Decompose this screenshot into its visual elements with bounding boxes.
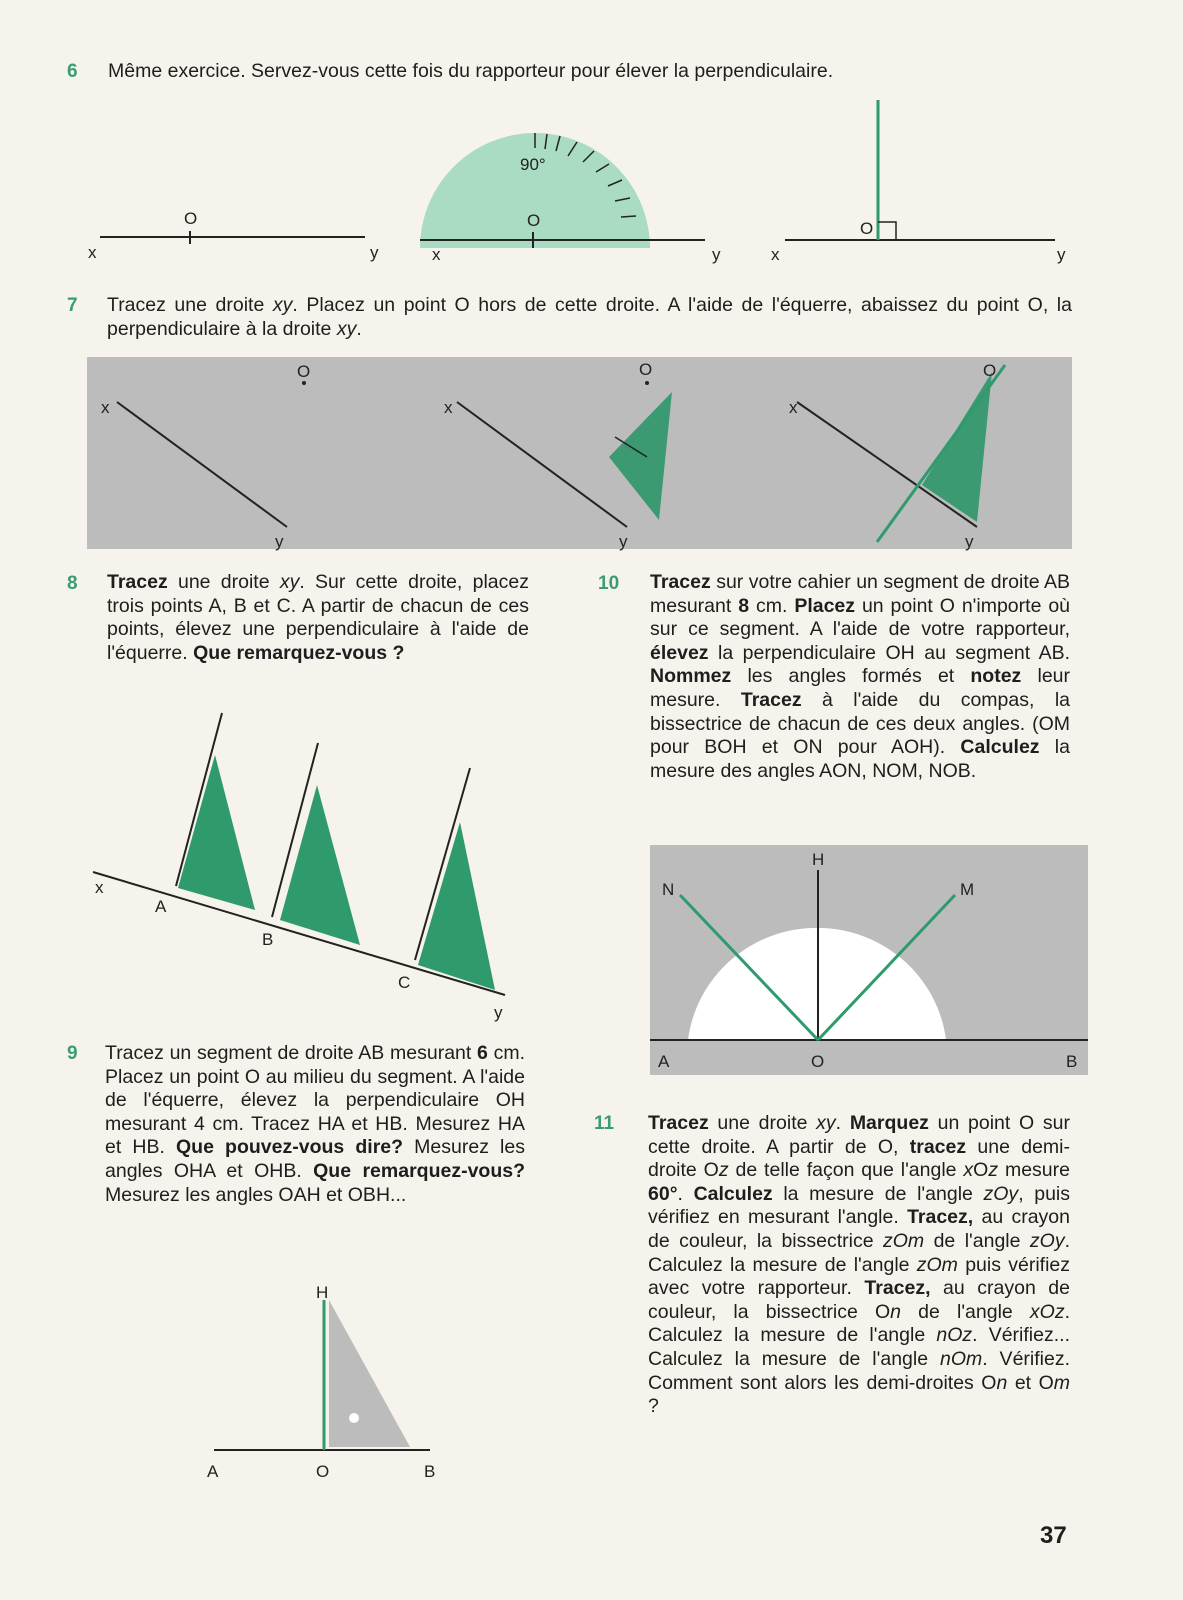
svg-text:y: y xyxy=(370,243,379,262)
svg-text:O: O xyxy=(527,211,541,230)
text-segment: xy xyxy=(279,571,300,593)
svg-text:90°: 90° xyxy=(520,155,546,174)
text-segment: . xyxy=(835,1112,850,1134)
svg-text:O: O xyxy=(297,362,311,381)
text-segment: cm. xyxy=(749,594,795,617)
text-segment: de telle façon que l'angle xyxy=(728,1159,964,1182)
text-segment: Nommez xyxy=(650,665,732,688)
svg-text:B: B xyxy=(1066,1052,1078,1071)
svg-text:x: x xyxy=(771,245,780,264)
text-segment: m xyxy=(1053,1371,1070,1394)
text-segment: . Sur cette droite, placez trois points A, B et C. A partir de chacun de ces points, élevez une perpendiculaire à l'aide de l'équerre. xyxy=(107,571,529,664)
text-segment: Marquez xyxy=(849,1112,929,1134)
text-segment: . Calculez la mesure de l'angle xyxy=(648,1300,1070,1347)
text-segment: . Vérifiez. Comment sont alors les demi-droites O xyxy=(648,1347,1070,1394)
text-segment: au crayon de couleur, la bissectrice O xyxy=(648,1277,1070,1323)
svg-text:x: x xyxy=(444,398,453,417)
svg-text:O: O xyxy=(860,219,874,238)
text-segment: . Placez un point O hors de cette droite. A l'aide de l'équerre, abaissez du point O, la perpendiculaire à la droite xyxy=(107,294,1072,340)
svg-text:A: A xyxy=(207,1462,219,1481)
text-segment: à l'aide du compas, la bissectrice de chacun de ces deux angles. (OM pour BOH et ON pour AOH). xyxy=(650,688,1070,759)
text-segment: la mesure des angles AON, NOM, NOB. xyxy=(650,736,1070,782)
svg-text:A: A xyxy=(155,897,167,916)
text-segment: . xyxy=(677,1182,694,1205)
text-segment: Placez xyxy=(794,594,856,617)
text-segment: . Calculez la mesure de l'angle xyxy=(648,1229,1070,1276)
text-segment: Tracez xyxy=(107,571,168,593)
text-segment: élevez xyxy=(650,641,709,664)
svg-text:y: y xyxy=(712,245,721,264)
text-segment: tracez xyxy=(909,1135,967,1158)
exercise-10-text xyxy=(650,571,1070,783)
text-segment: une droite xyxy=(167,571,280,593)
svg-text:y: y xyxy=(619,532,628,551)
text-segment: z xyxy=(988,1159,999,1182)
exercise-number: 11 xyxy=(594,1113,615,1134)
svg-text:y: y xyxy=(275,532,284,551)
text-segment: leur mesure. xyxy=(650,665,1070,711)
text-segment: sur votre cahier un segment de droite AB mesurant xyxy=(650,571,1070,617)
svg-text:H: H xyxy=(812,850,825,869)
svg-text:y: y xyxy=(965,532,974,551)
exercise-11-text xyxy=(648,1112,1070,1419)
text-segment: z xyxy=(718,1159,729,1182)
text-segment: zOy xyxy=(983,1182,1019,1205)
text-segment: . Vérifiez... Calculez la mesure de l'angle xyxy=(648,1324,1070,1370)
text-segment: Tracez xyxy=(648,1112,709,1134)
text-segment: puis vérifiez avec votre rapporteur. xyxy=(648,1253,1071,1300)
svg-text:B: B xyxy=(262,930,274,949)
exercise-10-figure-panel xyxy=(650,845,1088,1075)
svg-text:C: C xyxy=(398,973,411,992)
text-segment: Même exercice. Servez-vous cette fois du rapporteur pour élever la perpendiculaire. xyxy=(108,60,834,82)
text-segment: 60° xyxy=(648,1182,678,1205)
text-segment: mesure xyxy=(998,1159,1070,1182)
text-segment: une demi-droite O xyxy=(648,1135,1070,1182)
text-segment: un point O sur cette droite. A partir de O, xyxy=(648,1112,1070,1158)
text-segment: O xyxy=(973,1159,989,1182)
text-segment: la perpendiculaire OH au segment AB. xyxy=(708,641,1070,664)
text-segment: ? xyxy=(648,1395,659,1418)
text-segment: xy xyxy=(336,317,357,340)
text-segment: de l'angle xyxy=(924,1229,1030,1252)
text-segment: et O xyxy=(1007,1371,1054,1394)
exercise-number: 7 xyxy=(67,295,78,316)
exercise-number: 8 xyxy=(67,573,78,594)
svg-text:M: M xyxy=(960,880,975,899)
text-segment: zOm xyxy=(916,1253,958,1276)
page-number: 37 xyxy=(1040,1522,1067,1549)
text-segment: 8 xyxy=(738,594,750,617)
svg-text:O: O xyxy=(811,1052,825,1071)
svg-text:O: O xyxy=(184,209,198,228)
text-segment: Que remarquez-vous ? xyxy=(193,641,405,664)
svg-text:O: O xyxy=(983,361,997,380)
text-segment: Tracez, xyxy=(864,1277,931,1300)
svg-text:y: y xyxy=(1057,245,1066,264)
exercise-number: 6 xyxy=(67,61,78,82)
svg-text:B: B xyxy=(424,1462,436,1481)
exercise-number: 10 xyxy=(598,573,620,594)
svg-text:A: A xyxy=(658,1052,670,1071)
text-segment: xy xyxy=(816,1112,836,1134)
text-segment: Que pouvez-vous dire? xyxy=(176,1136,404,1159)
text-segment: Calculez xyxy=(693,1182,773,1205)
text-segment: xOz xyxy=(1029,1300,1065,1323)
svg-text:N: N xyxy=(662,880,675,899)
text-segment: nOz xyxy=(936,1324,973,1347)
text-segment: un point O n'importe où sur ce segment. A l'aide de votre rapporteur, xyxy=(650,594,1071,641)
text-segment: une droite xyxy=(708,1112,817,1134)
svg-text:O: O xyxy=(316,1462,330,1481)
text-segment: zOy xyxy=(1029,1229,1065,1252)
exercise-9-figure xyxy=(0,0,600,1500)
svg-text:x: x xyxy=(101,398,110,417)
text-segment: au crayon de couleur, la bissectrice xyxy=(648,1206,1070,1252)
svg-text:x: x xyxy=(95,878,104,897)
text-segment: , puis vérifiez en mesurant l'angle. xyxy=(648,1182,1071,1229)
exercise-number: 9 xyxy=(67,1043,78,1064)
text-segment: de l'angle xyxy=(901,1300,1030,1323)
text-segment: la mesure de l'angle xyxy=(772,1182,984,1205)
text-segment: les angles formés et xyxy=(731,665,971,688)
svg-text:H: H xyxy=(316,1283,329,1302)
text-segment: notez xyxy=(970,665,1022,688)
text-segment: Tracez une droite xyxy=(107,294,273,316)
text-segment: cm. Placez un point O au milieu du segment. A l'aide de l'équerre, élevez la perpendiculaire OH mesurant 4 cm. Tracez HA et HB. Mesurez HA et HB. xyxy=(105,1042,525,1159)
text-segment: Tracez, xyxy=(907,1206,974,1229)
svg-text:y: y xyxy=(494,1003,503,1022)
text-segment: . xyxy=(356,317,362,340)
text-segment: n xyxy=(996,1371,1008,1394)
svg-text:x: x xyxy=(88,243,97,262)
svg-text:x: x xyxy=(789,398,798,417)
text-segment: n xyxy=(890,1300,902,1323)
text-segment: Mesurez les angles OAH et OBH... xyxy=(105,1183,407,1206)
svg-text:x: x xyxy=(432,245,441,264)
text-segment: Tracez xyxy=(740,688,802,711)
text-segment: xy xyxy=(272,294,293,316)
text-segment: nOm xyxy=(939,1347,983,1370)
svg-text:O: O xyxy=(639,360,653,379)
text-segment: Tracez xyxy=(650,571,711,593)
text-segment: x xyxy=(963,1159,974,1182)
figure-perpendicular xyxy=(771,100,1066,264)
text-segment: Mesurez les angles OHA et OHB. xyxy=(105,1136,525,1182)
text-segment: zOm xyxy=(882,1229,925,1252)
text-segment: Calculez xyxy=(960,736,1040,759)
text-segment: Tracez un segment de droite AB mesurant xyxy=(105,1042,478,1064)
text-segment: 6 xyxy=(477,1042,488,1064)
text-segment: Que remarquez-vous? xyxy=(313,1159,525,1182)
